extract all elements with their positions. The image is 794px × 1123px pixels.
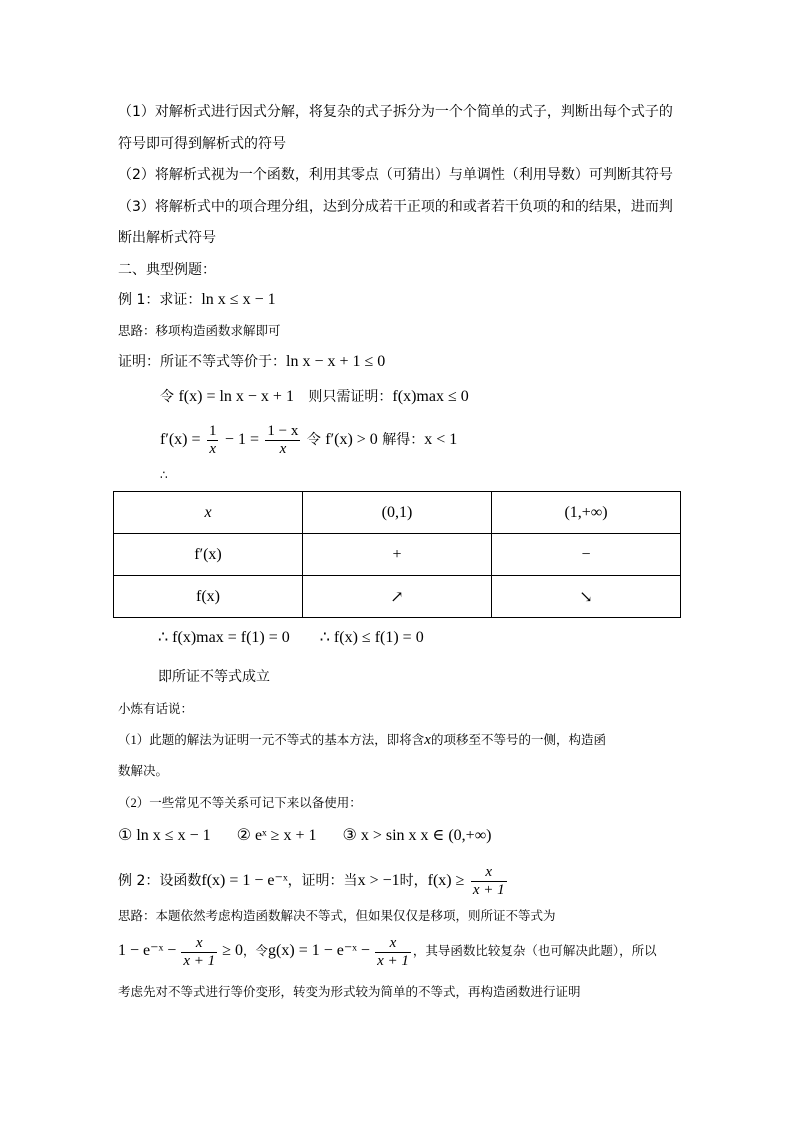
example-1-claim: ln x ≤ x − 1 — [201, 291, 276, 308]
monotonicity-table — [113, 491, 681, 618]
tip-1-line-2: 数解决。 — [118, 764, 169, 778]
derivative-let-label: 令 — [306, 432, 321, 448]
g-post: ，其导函数比较复杂（也可解决此题），所以 — [412, 944, 657, 958]
let-label: 令 — [160, 389, 174, 405]
example-2-fraction — [471, 864, 507, 899]
table-row — [114, 492, 681, 534]
fraction-1-denominator: x — [209, 440, 217, 457]
table-cell: ↗ — [303, 576, 492, 618]
derivative-condition: f′(x) > 0 — [325, 431, 378, 448]
need-expression: f(x)max ≤ 0 — [392, 388, 469, 405]
g-label: ，令 — [243, 944, 269, 958]
conclusion-bound: ∴ f(x) ≤ f(1) = 0 — [319, 629, 424, 646]
table-row — [114, 576, 681, 618]
fraction-2-denominator: x — [279, 440, 287, 457]
example-2-condition: x > −1 — [357, 872, 400, 889]
table-cell: ↘ — [492, 576, 681, 618]
let-line — [160, 387, 469, 407]
example-2-lhs: f(x) ≥ — [427, 872, 465, 889]
tip-1-part-b: 的项移至不等号的一侧，构造函 — [430, 733, 606, 747]
ineq-post: ≥ 0 — [222, 942, 244, 959]
tip-1-variable: x — [424, 732, 431, 748]
table-cell: (1,+∞) — [492, 492, 681, 534]
example-1-statement — [118, 290, 276, 310]
table-cell: x — [114, 492, 303, 534]
table-cell: f(x) — [114, 576, 303, 618]
g-pre: g(x) = 1 − e⁻ˣ − — [268, 942, 370, 959]
table-row — [114, 534, 681, 576]
ineq-fraction — [181, 935, 217, 970]
example-2-mid2: 时， — [399, 873, 428, 889]
derivative-lhs: f′(x) = — [160, 431, 201, 448]
example-1-proof-line — [118, 352, 385, 372]
example-2-label: 例 2：设函数 — [118, 873, 202, 889]
tip-2: （2）一些常见不等关系可记下来以备使用： — [118, 796, 362, 810]
inequality-list — [118, 826, 491, 846]
example-2-idea-line-2 — [118, 932, 657, 970]
proof-done: 即所证不等式成立 — [158, 669, 270, 685]
list-item: ① ln x ≤ x − 1 — [118, 827, 211, 844]
conclusion-max: ∴ f(x)max = f(1) = 0 — [158, 629, 290, 646]
method-3-line-2: 断出解析式符号 — [118, 230, 216, 246]
proof-label: 证明：所证不等式等价于： — [118, 354, 286, 370]
solve-result: x < 1 — [424, 431, 458, 448]
solve-label: 解得： — [382, 432, 425, 448]
example-1-idea: 思路：移项构造函数求解即可 — [118, 324, 281, 338]
tip-1-line-1 — [118, 730, 606, 750]
derivative-mid: − 1 = — [224, 431, 259, 448]
list-item: ③ x > sin x x ∈ (0,+∞) — [342, 827, 492, 844]
ineq-denominator: x + 1 — [183, 952, 216, 969]
let-expression: f(x) = ln x − x + 1 — [178, 388, 294, 405]
proof-inequality: ln x − x + 1 ≤ 0 — [286, 353, 386, 370]
table-cell: − — [492, 534, 681, 576]
example-2-statement — [118, 862, 509, 900]
example-2-denominator: x + 1 — [472, 881, 505, 898]
list-item: ② eˣ ≥ x + 1 — [236, 827, 317, 844]
method-1-line-1: （1）对解析式进行因式分解，将复杂的式子拆分为一个个简单的式子，判断出每个式子的 — [118, 104, 673, 120]
example-1-label: 例 1：求证： — [118, 292, 202, 308]
method-2: （2）将解析式视为一个函数，利用其零点（可猜出）与单调性（利用导数）可判断其符号 — [118, 167, 673, 183]
derivative-fraction-1 — [207, 423, 219, 458]
g-denominator: x + 1 — [377, 952, 409, 969]
ineq-numerator: x — [181, 935, 217, 953]
fraction-1-numerator: 1 — [208, 422, 217, 439]
table-cell: + — [303, 534, 492, 576]
example-2-mid: ，证明：当 — [287, 873, 358, 889]
method-3-line-1: （3）将解析式中的项合理分组，达到分成若干正项的和或者若干负项的和的结果，进而判 — [118, 199, 673, 215]
g-fraction — [375, 935, 411, 970]
example-2-function: f(x) = 1 − e⁻ˣ — [201, 872, 288, 889]
therefore-symbol: ∴ — [160, 468, 168, 482]
table-cell: f′(x) — [114, 534, 303, 576]
derivative-line — [160, 421, 457, 459]
fraction-2-numerator: 1 − x — [267, 422, 299, 439]
method-1-line-2: 符号即可得到解析式的符号 — [118, 136, 286, 152]
ineq-pre: 1 − e⁻ˣ − — [118, 942, 177, 959]
section-title: 二、典型例题： — [118, 262, 216, 278]
example-2-idea-line-1: 思路：本题依然考虑构造函数解决不等式，但如果仅仅是移项，则所证不等式为 — [118, 909, 556, 923]
example-2-idea-line-3: 考虑先对不等式进行等价变形，转变为形式较为简单的不等式，再构造函数进行证明 — [118, 985, 581, 999]
tips-title: 小炼有话说： — [118, 702, 194, 716]
example-2-numerator: x — [471, 864, 507, 882]
tip-1-part-a: （1）此题的解法为证明一元不等式的基本方法，即将含 — [118, 733, 425, 747]
conclusion-line — [158, 628, 424, 648]
table-cell: (0,1) — [303, 492, 492, 534]
need-label: 则只需证明： — [308, 389, 393, 405]
g-numerator: x — [375, 935, 411, 953]
derivative-fraction-2 — [265, 423, 300, 458]
